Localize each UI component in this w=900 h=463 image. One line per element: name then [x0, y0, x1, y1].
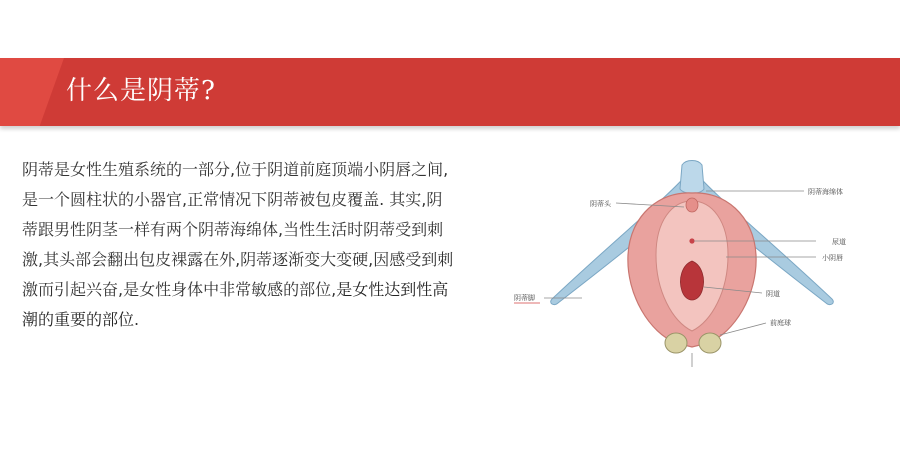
label-mid-right-2: 小阴唇: [822, 254, 843, 262]
label-top-right: 阴蒂海绵体: [808, 188, 843, 196]
paragraph-end: .: [134, 310, 140, 329]
banner-accent-stripe: [0, 58, 64, 126]
paragraph-emphasis: 是女性达到性高潮的重要的部位: [22, 280, 449, 329]
glans-shape: [686, 198, 698, 212]
label-top-left: 阴蒂头: [590, 200, 611, 208]
clitoral-body-shape: [680, 161, 704, 194]
left-gland-shape: [665, 333, 687, 353]
label-left: 阴蒂脚: [514, 294, 535, 302]
label-mid-right-1: 尿道: [832, 238, 846, 246]
body-paragraph: [22, 155, 458, 335]
urethral-opening-shape: [689, 238, 694, 243]
paragraph-text: 阴蒂是女性生殖系统的一部分,位于阴道前庭顶端小阴唇之间,是一个圆柱状的小器官,正常情况下阴蒂被包皮覆盖. 其实,阴蒂跟男性阴茎一样有两个阴蒂海绵体,当性生活时阴蒂受到刺激,其头部会翻出包皮裸露在外,阴蒂逐渐变大变硬,因感受到刺激而引起兴奋,是女性身体中非常敏感的部位,: [22, 160, 454, 299]
page-title: 什么是阴蒂?: [66, 76, 216, 106]
title-banner: [0, 58, 900, 126]
right-gland-shape: [699, 333, 721, 353]
anatomy-illustration: [500, 155, 870, 370]
label-bottom-right: 前庭球: [770, 319, 791, 327]
label-lower-right: 阴道: [766, 290, 780, 298]
